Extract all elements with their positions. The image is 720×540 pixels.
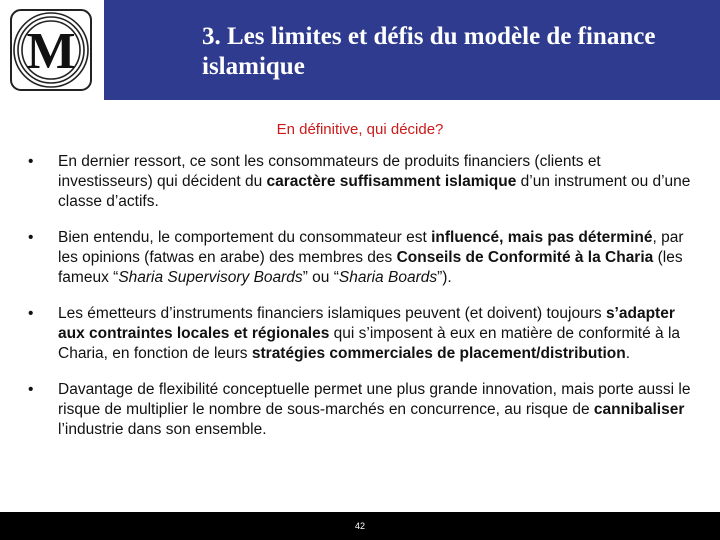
bullet-marker: • <box>28 381 34 398</box>
logo <box>0 0 104 100</box>
bullet-item <box>28 380 698 440</box>
bullet-text: (les fameux “ <box>58 249 683 286</box>
bullet-text-bold: stratégies commerciales de placement/distribution <box>251 345 626 362</box>
bullet-marker: • <box>28 153 34 170</box>
bullet-item <box>28 152 698 212</box>
slide-title: 3. Les limites et défis du modèle de finance islamique <box>202 23 656 80</box>
bullet-text: , par les opinions (fatwas en arabe) des membres des <box>58 229 684 266</box>
page-number: 42 <box>354 521 365 531</box>
logo-m-emblem <box>0 0 104 100</box>
bullet-text: Davantage de flexibilité conceptuelle permet une plus grande innovation, mais porte aussi le risque de multiplier le nombre de sous-marchés en concurrence, au risque de <box>58 381 691 418</box>
bullet-text-bold: caractère suffisamment islamique <box>266 173 517 190</box>
bullet-text: d’un instrument ou d’une classe d’actifs. <box>58 173 691 210</box>
footer-bar <box>0 512 720 540</box>
bullet-text-bold: Conseils de Conformité à la Charia <box>396 249 654 266</box>
bullet-marker: • <box>28 305 34 322</box>
bullet-text-bold: influencé, mais pas déterminé <box>431 229 653 246</box>
bullet-item <box>28 304 698 364</box>
bullet-item <box>28 228 698 288</box>
bullet-text: qui s’imposent à eux en matière de conformité à la Charia, en fonction de leurs <box>58 325 681 362</box>
bullet-text-italic: Sharia Supervisory Boards <box>118 269 303 286</box>
bullet-text: Les émetteurs d’instruments financiers islamiques peuvent (et doivent) toujours <box>58 305 606 322</box>
bullet-text: l’industrie dans son ensemble. <box>58 421 267 438</box>
bullet-list <box>28 152 698 456</box>
logo-letter: M <box>26 23 76 80</box>
bullet-text: ”). <box>437 269 452 286</box>
bullet-text: Bien entendu, le comportement du consommateur est <box>58 229 432 246</box>
bullet-text: ” ou “ <box>302 269 339 286</box>
bullet-text-italic: Sharia Boards <box>338 269 438 286</box>
bullet-text-bold: s’adapter aux contraintes locales et régionales <box>58 305 675 342</box>
bullet-text-bold: cannibaliser <box>593 401 685 418</box>
slide-subtitle: En définitive, qui décide? <box>276 121 444 138</box>
bullet-marker: • <box>28 229 34 246</box>
bullet-text: . <box>625 345 631 362</box>
bullet-text: En dernier ressort, ce sont les consommateurs de produits financiers (clients et investisseurs) qui décident du <box>58 153 601 190</box>
